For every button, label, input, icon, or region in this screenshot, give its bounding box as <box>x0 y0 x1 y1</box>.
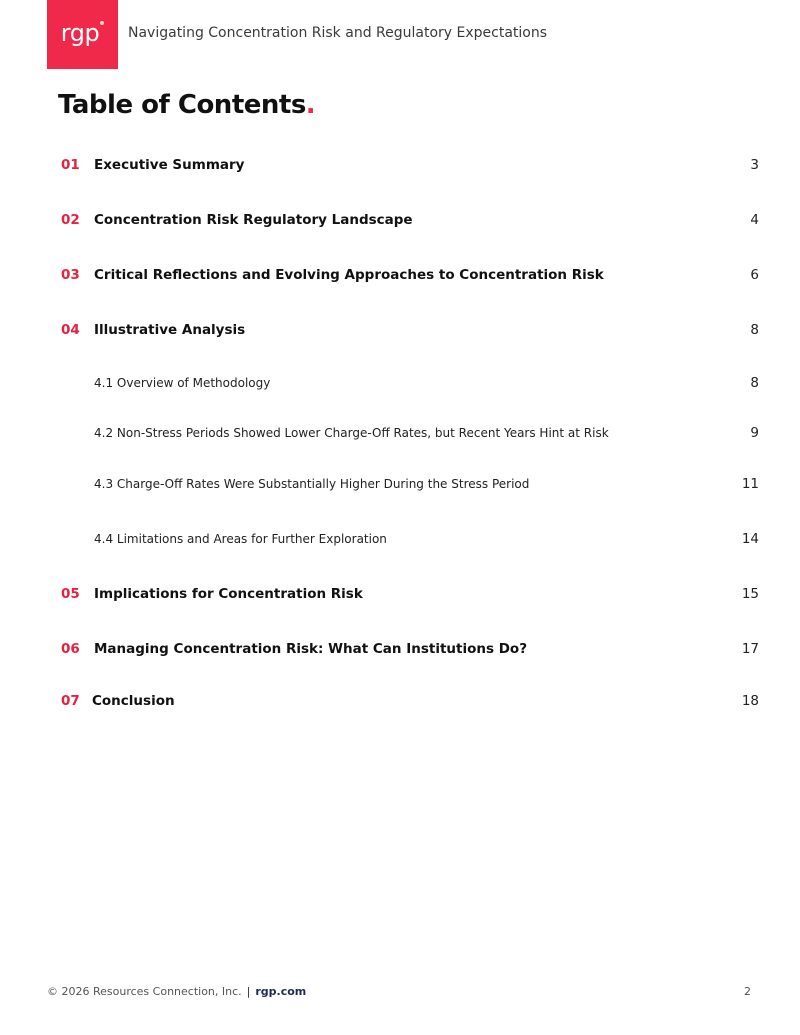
toc-entry-page: 9 <box>750 425 759 441</box>
toc-entry-page: 14 <box>741 531 759 547</box>
toc-entry-page: 4 <box>750 212 759 228</box>
toc-entry-implications[interactable] <box>0 586 800 610</box>
toc-heading-text: Table of Contents <box>58 90 306 120</box>
logo-dot-icon <box>100 21 104 25</box>
toc-subentry-title[interactable]: 4.4 Limitations and Areas for Further Exploration <box>94 532 387 546</box>
toc-subentry-title[interactable]: 4.1 Overview of Methodology <box>94 376 271 390</box>
toc-entry-number: 01 <box>61 157 80 173</box>
toc-subentry-methodology[interactable] <box>0 375 800 399</box>
toc-entry-number: 02 <box>61 212 80 228</box>
toc-subentry-stress-period[interactable] <box>0 476 800 500</box>
toc-entry-page: 6 <box>750 267 759 283</box>
toc-entry-title[interactable]: Conclusion <box>92 693 175 709</box>
toc-entry-regulatory-landscape[interactable] <box>0 212 800 236</box>
toc-entry-number: 04 <box>61 322 80 338</box>
toc-heading-dot: . <box>305 90 316 120</box>
footer-copyright: © 2026 Resources Connection, Inc. <box>47 985 242 998</box>
toc-heading <box>58 90 315 120</box>
toc-entry-title[interactable]: Concentration Risk Regulatory Landscape <box>94 212 413 228</box>
toc-entry-title[interactable]: Executive Summary <box>94 157 245 173</box>
toc-entry-title[interactable]: Implications for Concentration Risk <box>94 586 363 602</box>
toc-entry-page: 15 <box>741 586 759 602</box>
logo-text: rgp <box>60 18 100 47</box>
document-title: Navigating Concentration Risk and Regulatory Expectations <box>128 25 548 41</box>
toc-entry-title[interactable]: Illustrative Analysis <box>94 322 246 338</box>
toc-entry-critical-reflections[interactable] <box>0 267 800 291</box>
toc-entry-number: 05 <box>61 586 80 602</box>
toc-entry-managing-risk[interactable] <box>0 641 800 665</box>
toc-entry-page: 8 <box>750 322 759 338</box>
toc-entry-page: 3 <box>750 157 759 173</box>
toc-entry-illustrative-analysis[interactable] <box>0 322 800 346</box>
footer-page-number: 2 <box>744 985 751 998</box>
toc-entry-title[interactable]: Critical Reflections and Evolving Approaches to Concentration Risk <box>94 267 604 283</box>
toc-entry-page: 11 <box>741 476 759 492</box>
toc-entry-number: 03 <box>61 267 80 283</box>
toc-entry-number: 07 <box>61 693 80 709</box>
footer-separator: | <box>246 985 251 998</box>
toc-entry-executive-summary[interactable] <box>0 157 800 181</box>
toc-subentry-title[interactable]: 4.2 Non-Stress Periods Showed Lower Charge-Off Rates, but Recent Years Hint at Risk <box>94 426 609 440</box>
toc-subentry-title[interactable]: 4.3 Charge-Off Rates Were Substantially Higher During the Stress Period <box>94 477 530 491</box>
toc-entry-conclusion[interactable] <box>0 693 800 717</box>
toc-entry-number: 06 <box>61 641 80 657</box>
footer <box>47 985 306 998</box>
toc-entry-page: 17 <box>741 641 759 657</box>
footer-site-link[interactable]: rgp.com <box>255 985 307 998</box>
toc-entry-page: 18 <box>741 693 759 709</box>
toc-subentry-limitations[interactable] <box>0 531 800 555</box>
toc-entry-title[interactable]: Managing Concentration Risk: What Can Institutions Do? <box>94 641 528 657</box>
brand-logo <box>47 0 118 69</box>
toc-subentry-non-stress-periods[interactable] <box>0 425 800 449</box>
toc-entry-page: 8 <box>750 375 759 391</box>
